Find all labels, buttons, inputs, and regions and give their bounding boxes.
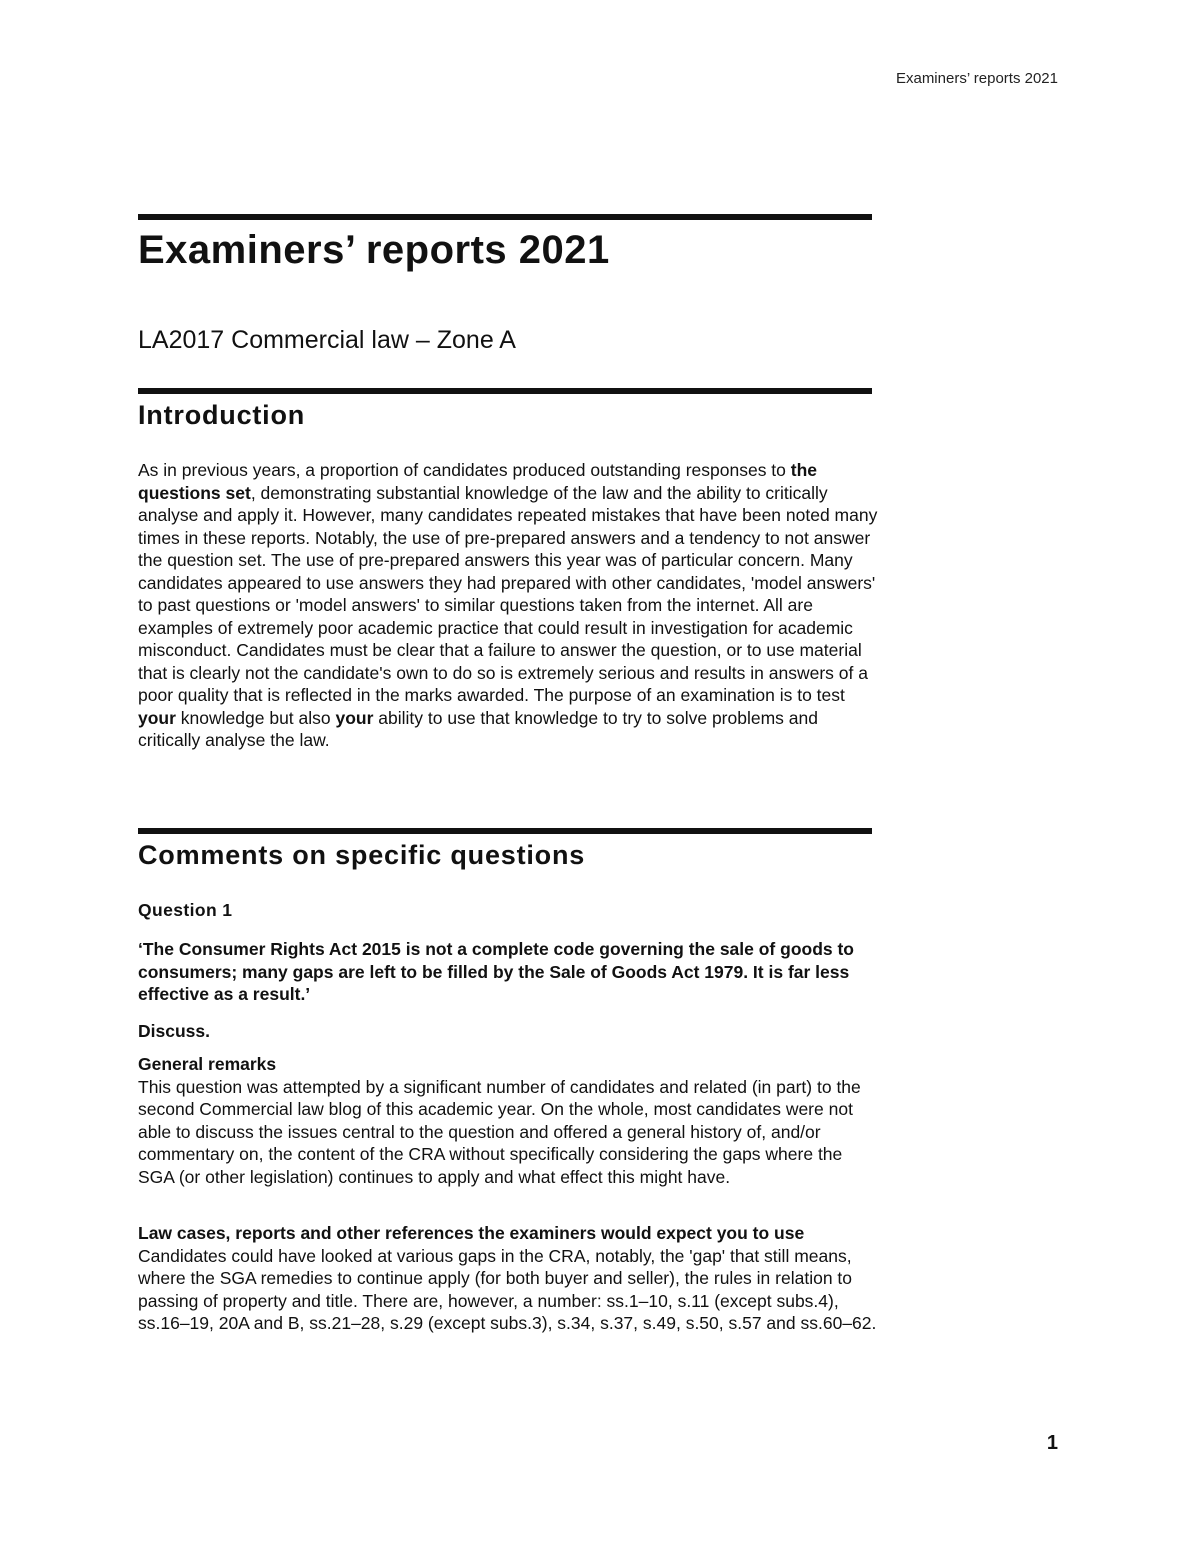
discuss-instruction: Discuss. (138, 1021, 210, 1041)
comments-divider (138, 828, 872, 834)
running-header: Examiners’ reports 2021 (895, 70, 1058, 87)
intro-bold-your-1: your (138, 707, 176, 728)
question-quote: ‘The Consumer Rights Act 2015 is not a complete code governing the sale of goods to consumers; many gaps are left to be filled by the Sale of Goods Act 1979. It is far less effective as a result.’ (138, 939, 854, 1004)
intro-text-2: , demonstrating substantial knowledge of the law and the ability to critically analyse and apply it. However, many candidates repeated mistakes that have been noted many times in these reports. Notably, the use of pre-prepared answers and a tendency to not answer the question set. The use of pre-prepared answers this year was of particular concern. Many candidates appeared to use answers they had prepared with other candidates, 'model answers' to past questions or 'model answers' to similar questions taken from the internet. All are examples of extremely poor academic practice that could result in investigation for academic misconduct. Candidates must be clear that a failure to answer the question, or to use material that is clearly not the candidate's own to do so is extremely serious and results in answers of a poor quality that is reflected in the marks awarded. The purpose of an examination is to test (138, 482, 878, 705)
intro-divider (138, 388, 872, 394)
general-remarks-text: This question was attempted by a significant number of candidates and related (in part) to the second Commercial law blog of this academic year. On the whole, most candidates were not able to discuss the issues central to the question and offered a general history of, and/or commentary on, the content of the CRA without specifically considering the gaps where the SGA (or other legislation) continues to apply and what effect this might have. (138, 1076, 861, 1187)
question-label: Question 1 (138, 900, 233, 920)
law-cases-text: Candidates could have looked at various gaps in the CRA, notably, the 'gap' that still means, where the SGA remedies to continue apply (for both buyer and seller), the rules in relation to passing of property and title. There are, however, a number: ss.1–10, s.11 (except subs.4), ss.16–19, 20A and B, ss.21–28, s.29 (except subs.3), s.34, s.37, s.49, s.50, s.57 and ss.60–62. (138, 1245, 877, 1333)
general-remarks-section (138, 1053, 878, 1188)
introduction-paragraph (138, 459, 878, 752)
page-title: Examiners’ reports 2021 (138, 228, 610, 272)
intro-bold-questions-set: the questions set (138, 460, 818, 503)
page-number: 1 (1046, 1432, 1058, 1454)
intro-text-4: ability to use that knowledge to try to solve problems and critically analyse the law. (138, 707, 818, 750)
introduction-heading: Introduction (138, 400, 306, 430)
law-cases-heading: Law cases, reports and other references the examiners would expect you to use (138, 1223, 805, 1243)
course-subtitle: LA2017 Commercial law – Zone A (138, 326, 516, 354)
intro-bold-your-2: your (335, 707, 374, 728)
comments-heading: Comments on specific questions (138, 840, 586, 870)
top-divider (138, 214, 872, 220)
general-remarks-heading: General remarks (138, 1054, 277, 1074)
intro-text-1: As in previous years, a proportion of candidates produced outstanding responses to (138, 460, 791, 480)
intro-text-3: knowledge but also (175, 707, 336, 728)
law-cases-section (138, 1222, 878, 1335)
